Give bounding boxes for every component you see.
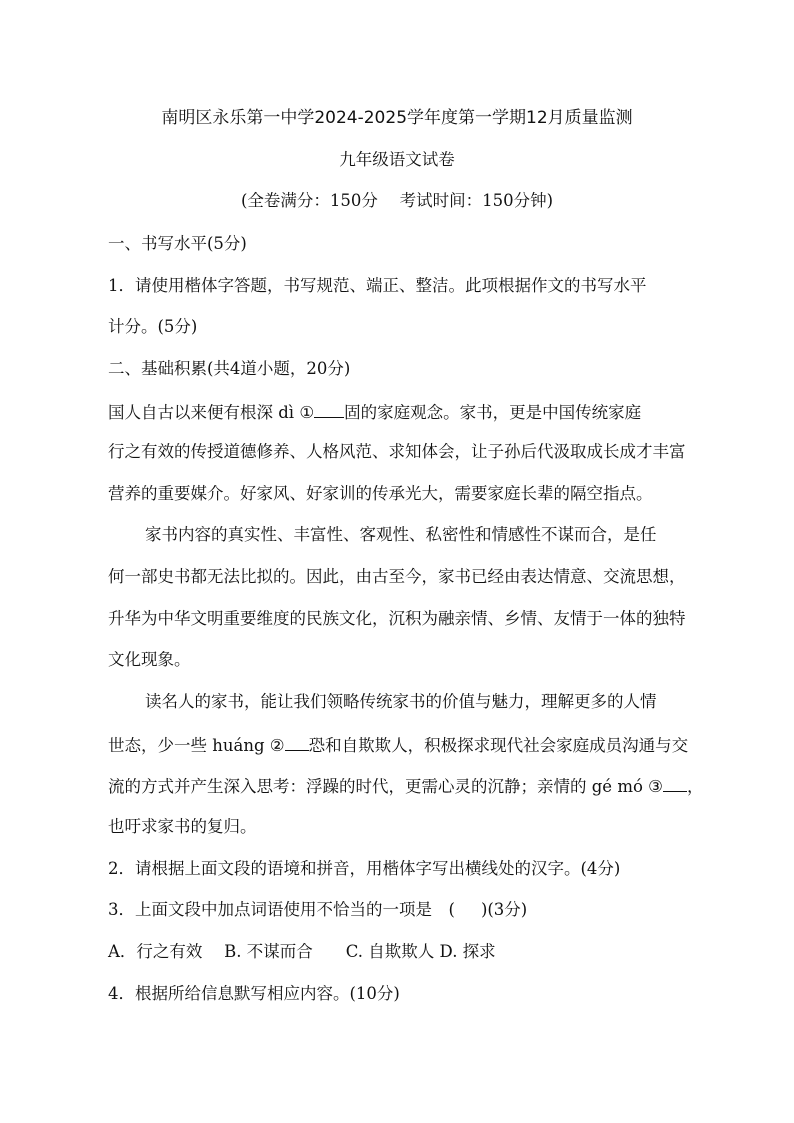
answer-blank-1[interactable] xyxy=(314,399,344,418)
section-heading-1: 一、书写水平(5分) xyxy=(108,234,247,253)
answer-blank-2[interactable] xyxy=(285,732,309,751)
q4-text: 4．根据所给信息默写相应内容。(10分) xyxy=(108,984,400,1003)
passage-line: 也吁求家书的复归。 xyxy=(108,817,257,836)
q3-stem: 3．上面文段中加点词语使用不恰当的一项是 ( xyxy=(108,900,455,919)
passage-line xyxy=(108,399,728,425)
q3-text xyxy=(108,898,728,922)
answer-blank-3[interactable] xyxy=(663,773,687,792)
passage-line: 读名人的家书，能让我们领略传统家书的价值与魅力，理解更多的人情 xyxy=(145,692,657,711)
passage-line: 行之有效的传授道德修养、人格风范、求知体会，让子孙后代汲取成长成才丰富 xyxy=(108,442,686,461)
exam-title: 南明区永乐第一中学2024-2025学年度第一学期12月质量监测 xyxy=(161,108,633,128)
passage-text: 固的家庭观念。家书，更是中国传统家庭 xyxy=(344,403,642,422)
q1-text-line2: 计分。(5分) xyxy=(108,317,198,336)
q2-text: 2．请根据上面文段的语境和拼音，用楷体字写出横线处的汉字。(4分) xyxy=(108,859,621,878)
passage-text: 流的方式并产生深入思考：浮躁的时代，更需心灵的沉静；亲情的 gé mó ③ xyxy=(108,777,663,796)
passage-text: 恐和自欺欺人，积极探求现代社会家庭成员沟通与交 xyxy=(308,736,689,755)
passage-line xyxy=(108,732,728,758)
exam-subtitle: 九年级语文试卷 xyxy=(339,150,455,169)
q1-text-line1: 1．请使用楷体字答题，书写规范、端正、整洁。此项根据作文的书写水平 xyxy=(108,276,647,295)
passage-line: 何一部史书都无法比拟的。因此，由古至今，家书已经由表达情意、交流思想， xyxy=(108,567,686,586)
passage-line: 营养的重要媒介。好家风、好家训的传承光大，需要家庭长辈的隔空指点。 xyxy=(108,484,653,503)
passage-line: 升华为中华文明重要维度的民族文化，沉积为融亲情、乡情、友情于一体的独特 xyxy=(108,609,686,628)
passage-text: ， xyxy=(686,777,704,796)
passage-line: 文化现象。 xyxy=(108,650,191,669)
section-heading-2: 二、基础积累(共4道小题，20分) xyxy=(108,359,351,378)
q3-score: )(3分) xyxy=(480,900,528,919)
passage-text: 世态，少一些 huáng ② xyxy=(108,736,285,755)
q3-options: A．行之有效 B. 不谋而合 C. 自欺欺人 D. 探求 xyxy=(108,942,496,961)
exam-meta: (全卷满分：150分 考试时间：150分钟) xyxy=(240,191,554,210)
passage-text: 国人自古以来便有根深 dì ① xyxy=(108,403,315,422)
passage-line: 家书内容的真实性、丰富性、客观性、私密性和情感性不谋而合，是任 xyxy=(145,525,657,544)
passage-line xyxy=(108,773,728,799)
